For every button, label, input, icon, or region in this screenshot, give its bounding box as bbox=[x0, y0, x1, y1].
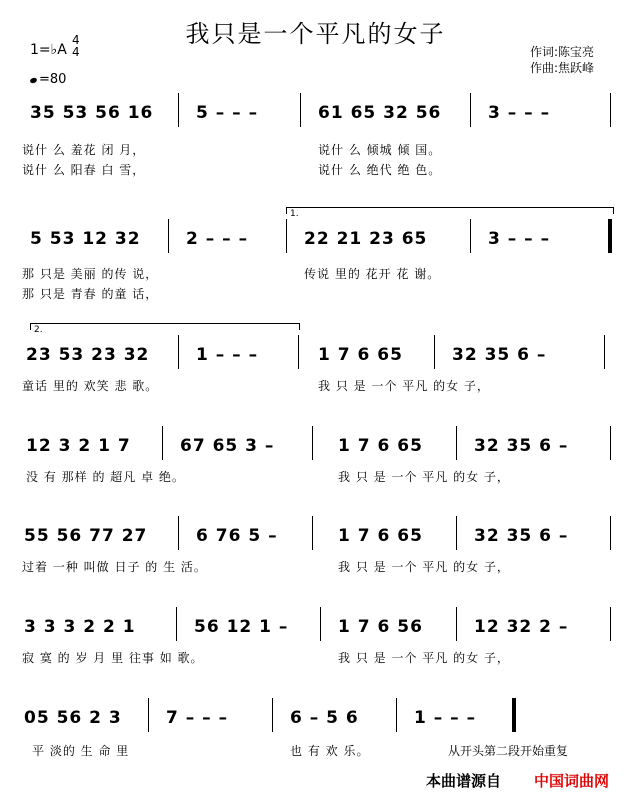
lyric: 那 只是 美丽 的传 说， bbox=[22, 267, 159, 281]
volta-bracket bbox=[30, 323, 300, 335]
lyric: 过着 一种 叫做 日子 的 生 活。 bbox=[22, 560, 207, 574]
lyric: 我 只 是 一个 平凡 的女 子， bbox=[338, 470, 510, 484]
repeat-barline bbox=[608, 219, 612, 253]
source-site: 中国词曲网 bbox=[534, 772, 610, 790]
lyric: 说什 么 绝代 绝 色。 bbox=[318, 163, 442, 177]
lyricist: 作词:陈宝亮 bbox=[530, 45, 595, 59]
key-signature bbox=[30, 33, 80, 59]
barline bbox=[168, 219, 169, 253]
barline bbox=[148, 698, 149, 732]
measure: 61 65 32 56 bbox=[318, 103, 442, 123]
measure: 35 53 56 16 bbox=[30, 103, 154, 123]
time-top: 4 bbox=[72, 33, 80, 47]
time-bottom: 4 bbox=[72, 45, 80, 59]
volta-label: 2. bbox=[34, 325, 43, 335]
barline bbox=[286, 219, 287, 253]
barline bbox=[178, 516, 179, 550]
barline bbox=[272, 698, 273, 732]
time-signature bbox=[72, 34, 80, 58]
notes-line bbox=[0, 617, 631, 643]
barline bbox=[396, 698, 397, 732]
barline bbox=[320, 607, 321, 641]
lyric: 没 有 那样 的 超凡 卓 绝。 bbox=[26, 470, 185, 484]
barline bbox=[298, 335, 299, 369]
lyric: 那 只是 青春 的童 话， bbox=[22, 287, 159, 301]
composer: 作曲:焦跃峰 bbox=[530, 61, 595, 75]
barline bbox=[470, 93, 471, 127]
barline bbox=[470, 219, 471, 253]
notes-line bbox=[0, 708, 631, 734]
measure: 5 – – – bbox=[196, 103, 259, 123]
barline bbox=[610, 93, 611, 127]
barline bbox=[178, 335, 179, 369]
barline bbox=[604, 335, 605, 369]
measure: 56 12 1 – bbox=[194, 617, 289, 637]
measure: 1 – – – bbox=[196, 345, 259, 365]
tempo-mark bbox=[30, 72, 66, 87]
volta-bracket bbox=[286, 207, 614, 219]
barline bbox=[176, 607, 177, 641]
measure: 05 56 2 3 bbox=[24, 708, 122, 728]
notes-line bbox=[0, 436, 631, 462]
measure: 2 – – – bbox=[186, 229, 249, 249]
lyric: 也 有 欢 乐。 bbox=[290, 744, 370, 758]
lyric: 说什 么 阳春 白 雪， bbox=[22, 163, 146, 177]
measure: 7 – – – bbox=[166, 708, 229, 728]
source-prefix: 本曲谱源自 bbox=[426, 772, 502, 790]
barline bbox=[434, 335, 435, 369]
barline bbox=[162, 426, 163, 460]
lyric: 说什 么 倾城 倾 国。 bbox=[318, 143, 442, 157]
measure: 3 – – – bbox=[488, 103, 551, 123]
lyric: 我 只 是 一个 平凡 的女 子， bbox=[338, 560, 510, 574]
repeat-instruction: 从开头第二段开始重复 bbox=[448, 744, 569, 758]
measure: 6 76 5 – bbox=[196, 526, 278, 546]
lyric: 说什 么 羞花 闭 月， bbox=[22, 143, 146, 157]
barline bbox=[456, 426, 457, 460]
final-barline bbox=[512, 698, 516, 732]
credits bbox=[530, 44, 594, 76]
measure: 55 56 77 27 bbox=[24, 526, 148, 546]
measure: 32 35 6 – bbox=[452, 345, 547, 365]
tempo-value: =80 bbox=[39, 72, 67, 87]
barline bbox=[456, 516, 457, 550]
barline bbox=[610, 607, 611, 641]
measure: 32 35 6 – bbox=[474, 436, 569, 456]
measure: 32 35 6 – bbox=[474, 526, 569, 546]
lyric: 传说 里的 花开 花 谢。 bbox=[304, 267, 441, 281]
measure: 22 21 23 65 bbox=[304, 229, 428, 249]
barline bbox=[610, 426, 611, 460]
measure: 23 53 23 32 bbox=[26, 345, 150, 365]
measure: 6 – 5 6 bbox=[290, 708, 359, 728]
volta-label: 1. bbox=[290, 209, 299, 219]
lyric: 我 只 是 一个 平凡 的女 子， bbox=[338, 651, 510, 665]
measure: 3 3 3 2 2 1 bbox=[24, 617, 136, 637]
lyric: 平 淡的 生 命 里 bbox=[32, 744, 130, 758]
measure: 12 3 2 1 7 bbox=[26, 436, 131, 456]
quarter-note-icon bbox=[29, 77, 37, 84]
lyric: 寂 寞 的 岁 月 里 往事 如 歌。 bbox=[22, 651, 204, 665]
barline bbox=[610, 516, 611, 550]
barline bbox=[300, 93, 301, 127]
measure: 3 – – – bbox=[488, 229, 551, 249]
barline bbox=[456, 607, 457, 641]
measure: 5 53 12 32 bbox=[30, 229, 141, 249]
notes-line bbox=[0, 229, 631, 255]
measure: 1 7 6 56 bbox=[338, 617, 423, 637]
barline bbox=[312, 516, 313, 550]
notes-line bbox=[0, 345, 631, 371]
notes-line bbox=[0, 526, 631, 552]
measure: 1 – – – bbox=[414, 708, 477, 728]
lyric: 我 只 是 一个 平凡 的女 子， bbox=[318, 379, 490, 393]
measure: 1 7 6 65 bbox=[338, 526, 423, 546]
barline bbox=[312, 426, 313, 460]
barline bbox=[178, 93, 179, 127]
measure: 1 7 6 65 bbox=[338, 436, 423, 456]
measure: 67 65 3 – bbox=[180, 436, 275, 456]
page-title: 我只是一个平凡的女子 bbox=[185, 20, 446, 48]
notes-line bbox=[0, 103, 631, 129]
measure: 12 32 2 – bbox=[474, 617, 569, 637]
key-label: 1=♭A bbox=[30, 42, 67, 58]
measure: 1 7 6 65 bbox=[318, 345, 403, 365]
lyric: 童话 里的 欢笑 悲 歌。 bbox=[22, 379, 159, 393]
